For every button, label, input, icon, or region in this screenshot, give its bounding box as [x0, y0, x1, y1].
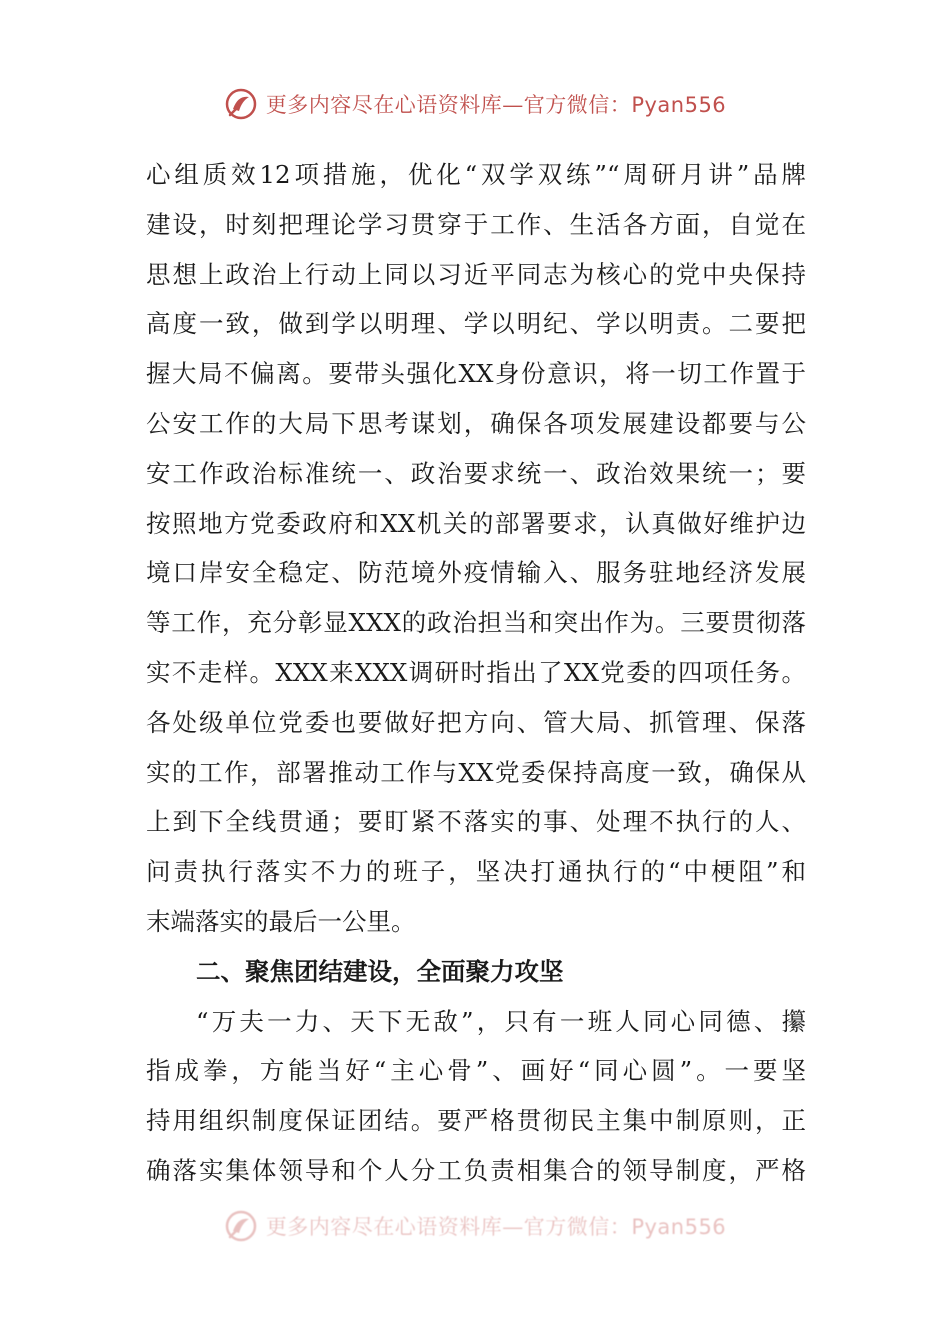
logo-icon [224, 1209, 258, 1243]
text-line: 握大局不偏离。要带头强化XX身份意识，将一切工作置于 [146, 359, 806, 389]
text-line: 公安工作的大局下思考谋划，确保各项发展建设都要与公 [146, 408, 806, 438]
text-line: 持用组织制度保证团结。要严格贯彻民主集中制原则，正 [146, 1106, 806, 1136]
logo-icon [224, 87, 258, 121]
text-line: 等工作，充分彰显XXX的政治担当和突出作为。三要贯彻落 [146, 608, 806, 638]
text-line: 实不走样。XXX来XXX调研时指出了XX党委的四项任务。 [146, 657, 806, 687]
text-line: 按照地方党委政府和XX机关的部署要求，认真做好维护边 [146, 508, 806, 538]
text-line: 建设，时刻把理论学习贯穿于工作、生活各方面，自觉在 [146, 209, 806, 239]
watermark-text: 更多内容尽在心语资料库—官方微信：Pyan556 [265, 93, 727, 117]
text-line: 末端落实的最后一公里。 [146, 906, 416, 936]
text-line: 实的工作，部署推动工作与XX党委保持高度一致，确保从 [146, 757, 806, 787]
header-watermark [0, 84, 950, 124]
text-line: 境口岸安全稳定、防范境外疫情输入、服务驻地经济发展 [146, 558, 806, 588]
text-line: 心组质效12项措施，优化“双学双练”“周研月讲”品牌 [146, 160, 806, 189]
text-line: 思想上政治上行动上同以习近平同志为核心的党中央保持 [146, 259, 806, 289]
text-line: 各处级单位党委也要做好把方向、管大局、抓管理、保落 [146, 707, 806, 737]
text-line: 高度一致，做到学以明理、学以明纪、学以明责。二要把 [146, 309, 806, 339]
text-line: 确落实集体领导和个人分工负责相集合的领导制度，严格 [146, 1155, 806, 1185]
text-line: 指成拳，方能当好“主心骨”、画好“同心圆”。一要坚 [146, 1056, 806, 1086]
text-line: 上到下全线贯通；要盯紧不落实的事、处理不执行的人、 [146, 807, 806, 837]
text-line: 安工作政治标准统一、政治要求统一、政治效果统一；要 [146, 458, 806, 488]
footer-watermark [0, 1206, 950, 1246]
document-body [146, 150, 806, 1196]
section-heading: 二、聚焦团结建设，全面聚力攻坚 [196, 956, 564, 986]
text-line: “万夫一力、天下无敌”，只有一班人同心同德、攥 [196, 1006, 806, 1036]
watermark-text: 更多内容尽在心语资料库—官方微信：Pyan556 [265, 1215, 727, 1239]
text-line: 问责执行落实不力的班子，坚决打通执行的“中梗阻”和 [146, 857, 806, 887]
